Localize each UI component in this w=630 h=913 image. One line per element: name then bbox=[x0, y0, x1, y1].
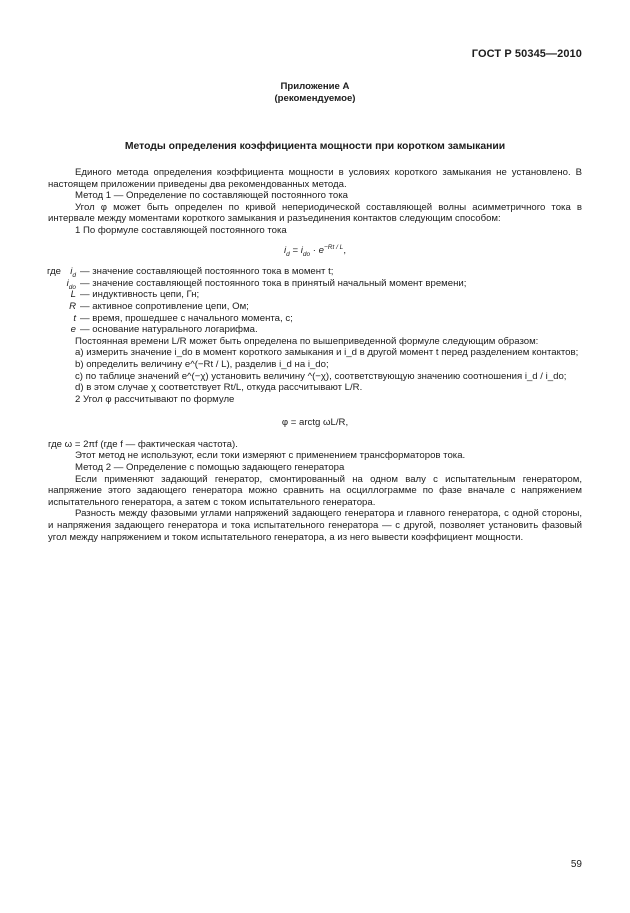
formula-dc-component: $i_d = i_{do} \cdot e^{-Rt / L}$, bbox=[284, 243, 346, 258]
method2-heading: Метод 2 — Определение с помощью задающего генератора bbox=[75, 462, 345, 474]
step2-heading: 2 Угол φ рассчитывают по формуле bbox=[75, 393, 235, 405]
definition-item: L — индуктивность цепи, Гн; bbox=[70, 289, 200, 301]
omega-note: где ω = 2πf (где f — фактическая частота). bbox=[48, 438, 238, 450]
definition-item: t — время, прошедшее с начального момента, с; bbox=[73, 312, 293, 324]
formula-phase-angle: φ = arctg ωL/R, bbox=[281, 417, 349, 429]
step-a: а) измерить значение i_do в момент короткого замыкания и i_d в другой момент t перед разделением контактов; bbox=[75, 347, 579, 359]
method1-heading: Метод 1 — Определение по составляющей постоянного тока bbox=[75, 190, 348, 202]
definition-item: $i_{do}$ — значение составляющей постоянного тока в принятый начальный момент времени; bbox=[66, 277, 467, 291]
definition-item: e — основание натурального логарифма. bbox=[70, 324, 258, 336]
definition-item: R — активное сопротивление цепи, Ом; bbox=[69, 300, 249, 312]
appendix-heading bbox=[0, 81, 630, 105]
appendix-note: (рекомендуемое) bbox=[274, 93, 356, 104]
definitions-list bbox=[48, 266, 582, 336]
page-number: 59 bbox=[570, 859, 582, 870]
appendix-label: Приложение А bbox=[280, 81, 350, 92]
step-b: b) определить величину e^(−Rt / L), разделив i_d на i_do; bbox=[75, 358, 329, 370]
standard-number: ГОСТ Р 50345—2010 bbox=[471, 48, 582, 60]
time-constant-text: Постоянная времени L/R может быть определена по вышеприведенной формуле следующим образом: bbox=[75, 335, 539, 347]
intro-paragraph: Единого метода определения коэффициента мощности в условиях короткого замыкания не установлено. В настоящем приложении приведены два рекомендованных метода. bbox=[48, 167, 582, 190]
method2-paragraph-1: Если применяют задающий генератор, смонтированный на одном валу с испытательным генератором, напряжение этого задающего генератора можно сравнить на осциллограмме по фазе вначале с напряжением испытательного генератора, а затем с током испытательного генератора. bbox=[48, 473, 582, 508]
method1-text: Угол φ может быть определен по кривой непериодической составляющей волны асимметричного тока в интервале между моментами короткого замыкания и разъединения контактов следующим способом: bbox=[48, 201, 582, 225]
step-c: c) по таблице значений e^(−χ) установить величину ^(−χ), соответствующую значению соотношения i_d / i_do; bbox=[75, 370, 567, 382]
method1-note: Этот метод не используют, если токи измеряют с применением трансформаторов тока. bbox=[75, 450, 466, 462]
definition-item: где $i_d$ — значение составляющей постоянного тока в момент t; bbox=[47, 266, 334, 280]
step-d: d) в этом случае χ соответствует Rt/L, откуда рассчитывают L/R. bbox=[75, 382, 363, 394]
section-title: Методы определения коэффициента мощности при коротком замыкании bbox=[124, 141, 506, 152]
step1-heading: 1 По формуле составляющей постоянного тока bbox=[75, 224, 287, 236]
document-body bbox=[48, 167, 582, 543]
method2-paragraph-2: Разность между фазовыми углами напряжений задающего генератора и главного генератора, с одной стороны, и напряжения задающего генератора и тока испытательного генератора — с другой, позволяет установить фазовый угол между напряжением и током испытательного генератора, а из него вывести коэффициент мощности. bbox=[48, 508, 582, 543]
